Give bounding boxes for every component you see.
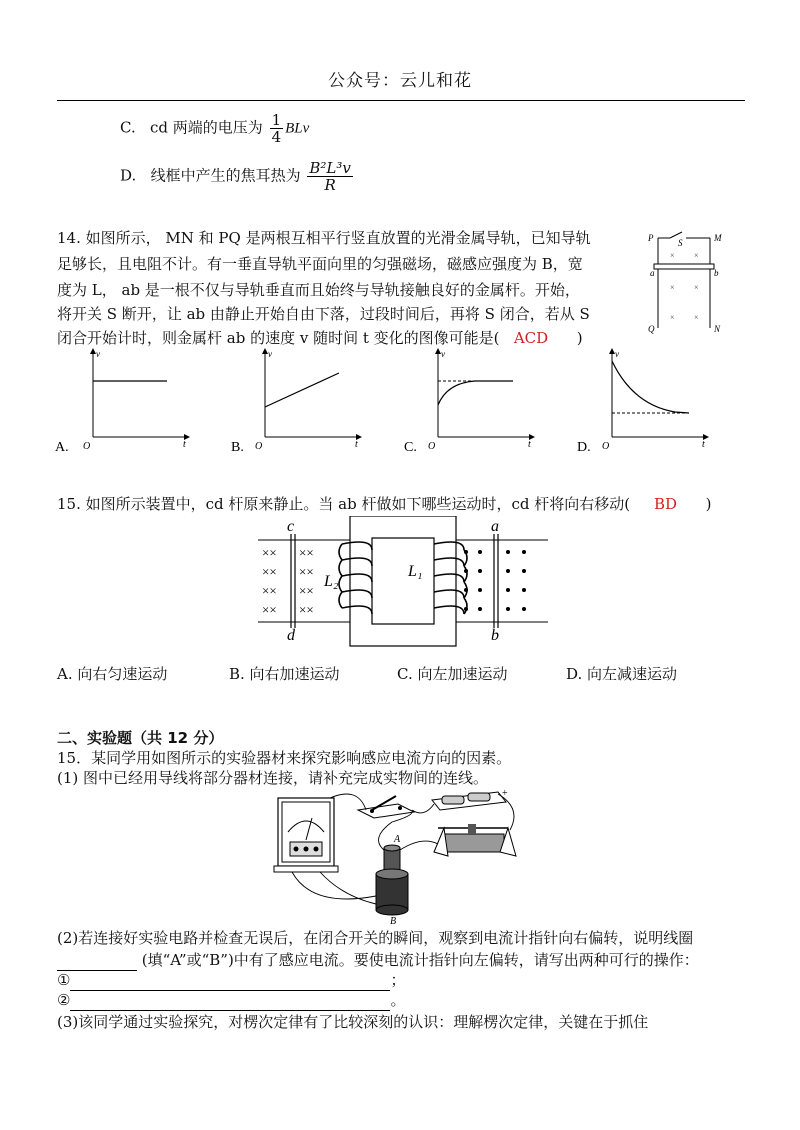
svg-text:×: ×: [670, 251, 675, 260]
svg-text:v: v: [268, 349, 272, 359]
q14-rail-figure: [640, 228, 730, 340]
fraction: $\frac{1}{4}$: [271, 111, 282, 146]
q15-option-d: D. 向左减速运动: [566, 665, 678, 683]
switch: [358, 796, 414, 818]
label-A: A: [394, 834, 401, 845]
svg-text:t: t: [528, 439, 531, 450]
section-title: 二、实验题（共 12 分）: [57, 729, 224, 747]
label-L1: L₁: [408, 563, 423, 580]
svg-text:×: ×: [694, 313, 699, 322]
graph-b: [231, 349, 359, 455]
rheostat: [434, 824, 516, 856]
galvanometer: [274, 798, 338, 872]
label-L2: L₂: [324, 573, 339, 590]
q15-line-1: 15. 如图所示装置中，cd 杆原来静止。当 ab 杆做如下哪些运动时，cd 杆将向右移动( BD ): [57, 495, 712, 513]
label-S: S: [678, 238, 683, 248]
experiment-apparatus-figure: [272, 788, 528, 926]
svg-text:v: v: [441, 349, 445, 359]
svg-text:××: ××: [262, 564, 277, 579]
option-c-label: C.: [404, 440, 417, 455]
exp-line-2: (1) 图中已经用导线将部分器材连接，请补充完成实物间的连线。: [57, 769, 489, 787]
q14-line-5: 闭合开始计时，则金属杆 ab 的速度 v 随时间 t 变化的图像可能是( ACD ): [57, 329, 583, 347]
exp-line-1: 15．某同学用如图所示的实验器材来探究影响感应电流方向的因素。: [57, 749, 512, 767]
svg-text:×: ×: [694, 251, 699, 260]
label-a: a: [650, 268, 655, 278]
q15-option-a: A. 向右匀速运动: [57, 665, 168, 683]
option-text: 线框中产生的焦耳热为: [150, 166, 301, 185]
formula-tail: BLv: [285, 120, 310, 137]
svg-text:××: ××: [262, 583, 277, 598]
label-b: b: [491, 627, 499, 644]
fill-blank-coil[interactable]: [57, 950, 137, 971]
svg-text:××: ××: [299, 602, 314, 617]
exp-line-3: (2)若连接好实验电路并检查无误后，在闭合开关的瞬间，观察到电流计指针向右偏转，说明线圈: [57, 929, 694, 947]
svg-text:××: ××: [262, 602, 277, 617]
q15-answer: BD: [653, 495, 678, 513]
label-P: P: [648, 233, 654, 243]
q14-answer: ACD: [513, 329, 549, 347]
svg-text:t: t: [702, 439, 705, 450]
fill-blank-operation-1[interactable]: [70, 970, 390, 991]
exp-item-1: ① ；: [57, 971, 406, 989]
label-b: b: [714, 268, 719, 278]
svg-text:××: ××: [299, 583, 314, 598]
svg-text:××: ××: [262, 545, 277, 560]
header-divider: [57, 100, 745, 101]
q13-option-d: [120, 160, 355, 193]
svg-text:v: v: [96, 349, 100, 359]
svg-text:t: t: [183, 439, 186, 450]
exp-item-2: ② 。: [57, 991, 406, 1009]
battery-box: [432, 788, 508, 810]
label-c: c: [287, 518, 295, 535]
graph-d: [577, 349, 706, 455]
svg-text:×: ×: [670, 283, 675, 292]
svg-text:××: ××: [299, 545, 314, 560]
label-B: B: [390, 916, 397, 926]
plus-sign: +: [502, 788, 508, 799]
label-M: M: [714, 233, 722, 243]
option-text: cd 两端的电压为: [150, 118, 263, 137]
svg-text:t: t: [355, 439, 358, 450]
page-header-title: 公众号：云儿和花: [328, 71, 472, 91]
graph-a: [55, 349, 187, 455]
option-letter: D.: [120, 166, 137, 185]
label-d: d: [287, 627, 295, 644]
q14-line-4: 将开关 S 断开，让 ab 由静止开始自由下落，过段时间后，再将 S 闭合，若从 S: [57, 305, 590, 323]
option-a-label: A.: [55, 440, 69, 455]
q15-option-b: B. 向右加速运动: [229, 665, 340, 683]
svg-text:O: O: [602, 441, 610, 452]
svg-text:×: ×: [670, 313, 675, 322]
option-letter: C.: [120, 118, 136, 137]
svg-text:v: v: [615, 349, 619, 359]
exp-line-4: (填“A”或“B”)中有了感应电流。要使电流计指针向左偏转，请写出两种可行的操作：: [57, 950, 699, 971]
option-d-label: D.: [577, 440, 591, 455]
fraction: $\frac{\text{B²L³v}}{R}$: [309, 159, 351, 194]
exp-line-5: (3)该同学通过实验探究，对楞次定律有了比较深刻的认识：理解楞次定律，关键在于抓住: [57, 1013, 649, 1031]
svg-text:×: ×: [694, 283, 699, 292]
svg-text:O: O: [255, 441, 263, 452]
svg-text:O: O: [428, 441, 436, 452]
graph-c: [404, 349, 532, 455]
q14-line-1: 14. 如图所示， MN 和 PQ 是两根互相平行竖直放置的光滑金属导轨，已知导轨: [57, 229, 591, 247]
label-Q: Q: [648, 324, 655, 334]
q13-option-c: [120, 112, 309, 145]
svg-text:××: ××: [299, 564, 314, 579]
q14-line-3: 度为 L， ab 是一根不仅与导轨垂直而且始终与导轨接触良好的金属杆。开始，: [57, 281, 580, 299]
label-N: N: [714, 324, 721, 334]
q14-vt-graphs: [55, 345, 745, 457]
option-b-label: B.: [231, 440, 244, 455]
label-a: a: [491, 518, 499, 535]
fill-blank-operation-2[interactable]: [70, 990, 390, 1011]
q14-line-2: 足够长，且电阻不计。有一垂直导轨平面向里的匀强磁场，磁感应强度为 B，宽: [57, 255, 583, 273]
q15-option-c: C. 向左加速运动: [397, 665, 508, 683]
svg-text:O: O: [83, 441, 91, 452]
q15-transformer-figure: [258, 516, 548, 648]
